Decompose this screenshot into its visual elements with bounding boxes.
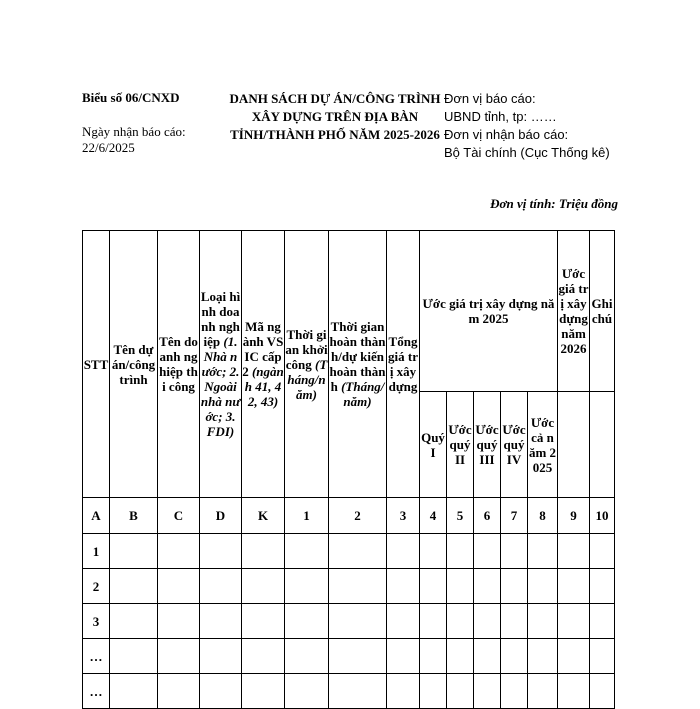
report-meta-right xyxy=(444,90,619,162)
table-cell xyxy=(528,534,558,569)
table-cell xyxy=(501,604,528,639)
table-cell xyxy=(242,569,285,604)
row-number: 1 xyxy=(83,534,110,569)
table-row xyxy=(83,639,615,674)
table-cell xyxy=(420,604,447,639)
table-cell xyxy=(558,604,590,639)
col-finish-note: (Tháng/năm) xyxy=(341,379,385,409)
col-company-header: Tên doanh nghiệp thi công xyxy=(158,231,200,498)
reporter-value: UBND tỉnh, tp: …… xyxy=(444,109,557,124)
table-cell xyxy=(528,569,558,604)
table-cell xyxy=(242,604,285,639)
table-cell xyxy=(158,674,200,709)
table-cell xyxy=(158,604,200,639)
form-code: Biểu số 06/CNXD xyxy=(82,90,180,105)
table-cell xyxy=(329,569,387,604)
table-cell xyxy=(200,534,242,569)
table-row xyxy=(83,604,615,639)
table-cell xyxy=(329,674,387,709)
col-est2025-header: Ước giá trị xây dựng năm 2025 xyxy=(420,231,558,392)
col-q2-header: Ước quý II xyxy=(447,392,474,498)
table-cell xyxy=(110,534,158,569)
table-cell xyxy=(200,604,242,639)
column-index: 5 xyxy=(447,498,474,534)
column-index: B xyxy=(110,498,158,534)
currency-unit: Đơn vị tính: Triệu đồng xyxy=(490,196,618,211)
column-index: A xyxy=(83,498,110,534)
col-vsic-title: Mã ngành VSIC cấp 2 xyxy=(242,319,284,379)
project-table xyxy=(82,230,615,709)
col-year2025-header: Ước cả năm 2025 xyxy=(528,392,558,498)
table-cell xyxy=(158,569,200,604)
table-cell xyxy=(590,604,615,639)
column-index-row xyxy=(83,498,615,534)
table-cell xyxy=(387,534,420,569)
column-index: 4 xyxy=(420,498,447,534)
table-cell xyxy=(158,639,200,674)
column-index: 10 xyxy=(590,498,615,534)
col-q3-header: Ước quý III xyxy=(474,392,501,498)
row-number: 2 xyxy=(83,569,110,604)
col-total-header: Tổng giá trị xây dựng xyxy=(387,231,420,498)
table-row xyxy=(83,674,615,709)
table-cell xyxy=(285,604,329,639)
table-cell xyxy=(501,674,528,709)
table-cell xyxy=(447,569,474,604)
col-start-note: (Tháng/năm) xyxy=(287,356,328,402)
table-cell xyxy=(242,534,285,569)
table-cell xyxy=(200,674,242,709)
receiver-value: Bộ Tài chính (Cục Thống kê) xyxy=(444,145,610,160)
table-cell xyxy=(242,674,285,709)
table-cell xyxy=(420,674,447,709)
report-meta-left xyxy=(82,90,222,156)
table-cell xyxy=(558,674,590,709)
table-cell xyxy=(447,534,474,569)
col-type-note: (1. Nhà nước; 2. Ngoài nhà nước; 3. FDI) xyxy=(200,334,241,439)
table-cell xyxy=(474,639,501,674)
row-number: 3 xyxy=(83,604,110,639)
table-cell xyxy=(420,639,447,674)
column-index: K xyxy=(242,498,285,534)
table-cell xyxy=(329,534,387,569)
table-cell xyxy=(528,604,558,639)
col-project-header: Tên dự án/công trình xyxy=(110,231,158,498)
col-start-header xyxy=(285,231,329,498)
table-cell xyxy=(474,674,501,709)
table-cell xyxy=(528,639,558,674)
column-index: 8 xyxy=(528,498,558,534)
row-number: … xyxy=(83,674,110,709)
table-row xyxy=(83,569,615,604)
table-cell xyxy=(447,674,474,709)
reporter-label: Đơn vị báo cáo: xyxy=(444,91,536,106)
table-cell xyxy=(110,569,158,604)
col-type-header xyxy=(200,231,242,498)
table-cell xyxy=(387,569,420,604)
column-index: 7 xyxy=(501,498,528,534)
table-cell xyxy=(200,639,242,674)
table-cell xyxy=(558,569,590,604)
table-cell xyxy=(447,639,474,674)
table-row xyxy=(83,534,615,569)
table-cell xyxy=(501,569,528,604)
table-cell xyxy=(200,569,242,604)
table-cell xyxy=(501,639,528,674)
column-index: 2 xyxy=(329,498,387,534)
col-note-sub xyxy=(590,392,615,498)
table-cell xyxy=(590,639,615,674)
col-vsic-header xyxy=(242,231,285,498)
table-cell xyxy=(528,674,558,709)
column-index: 3 xyxy=(387,498,420,534)
document-title: DANH SÁCH DỰ ÁN/CÔNG TRÌNH XÂY DỰNG TRÊN ĐỊA BÀN TỈNH/THÀNH PHỐ NĂM 2025-2026 xyxy=(229,91,441,142)
received-date-label: Ngày nhận báo cáo: xyxy=(82,124,186,139)
table-cell xyxy=(474,534,501,569)
table-cell xyxy=(387,639,420,674)
table-cell xyxy=(329,604,387,639)
received-date: 22/6/2025 xyxy=(82,140,135,155)
table-cell xyxy=(285,534,329,569)
col-finish-header xyxy=(329,231,387,498)
col-q1-header: Quý I xyxy=(420,392,447,498)
col-vsic-note: (ngành 41, 42, 43) xyxy=(244,364,284,409)
table-cell xyxy=(590,534,615,569)
table-cell xyxy=(285,569,329,604)
col-est2026-header: Ước giá trị xây dựng năm 2026 xyxy=(558,231,590,392)
table-cell xyxy=(110,639,158,674)
col-finish-title: Thời gian hoàn thành/dự kiến hoàn thành xyxy=(329,319,386,394)
table-cell xyxy=(285,674,329,709)
receiver-label: Đơn vị nhận báo cáo: xyxy=(444,127,569,142)
col-q4-header: Ước quý IV xyxy=(501,392,528,498)
col-est2026-sub xyxy=(558,392,590,498)
table-cell xyxy=(285,639,329,674)
table-cell xyxy=(501,534,528,569)
table-cell xyxy=(110,604,158,639)
col-stt-header: STT xyxy=(83,231,110,498)
column-index: 6 xyxy=(474,498,501,534)
column-index: D xyxy=(200,498,242,534)
col-type-title: Loại hình doanh nghiệp xyxy=(200,289,241,349)
column-index: C xyxy=(158,498,200,534)
table-cell xyxy=(590,569,615,604)
table-cell xyxy=(387,604,420,639)
col-start-title: Thời gian khởi công xyxy=(285,326,328,372)
table-cell xyxy=(474,569,501,604)
table-cell xyxy=(590,674,615,709)
table-cell xyxy=(558,534,590,569)
table-cell xyxy=(158,534,200,569)
table-cell xyxy=(558,639,590,674)
table-cell xyxy=(110,674,158,709)
table-cell xyxy=(420,534,447,569)
col-note-header: Ghi chú xyxy=(590,231,615,392)
table-cell xyxy=(242,639,285,674)
column-index: 1 xyxy=(285,498,329,534)
row-number: … xyxy=(83,639,110,674)
table-cell xyxy=(474,604,501,639)
column-index: 9 xyxy=(558,498,590,534)
table-cell xyxy=(447,604,474,639)
table-cell xyxy=(387,674,420,709)
table-cell xyxy=(420,569,447,604)
table-cell xyxy=(329,639,387,674)
